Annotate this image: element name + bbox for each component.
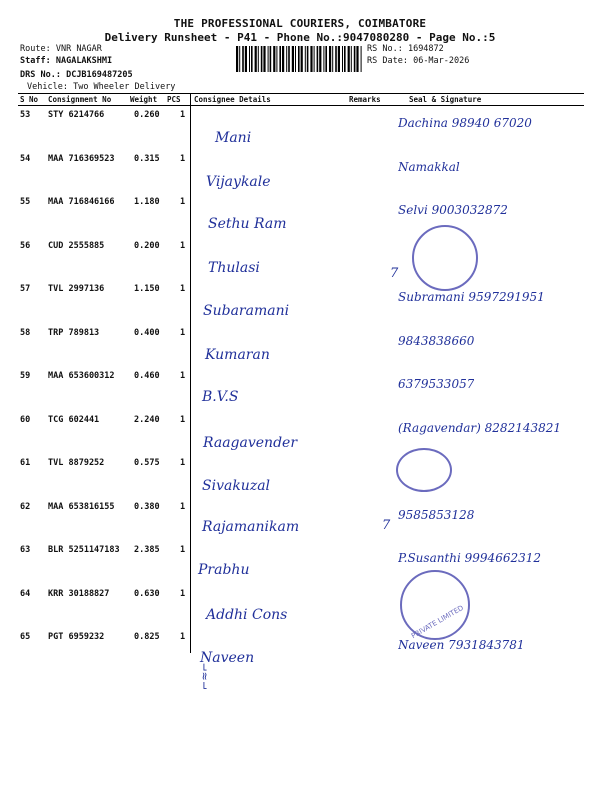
consignee-handwritten-name: B.V.S — [202, 389, 239, 405]
staff-label: Staff: — [20, 56, 51, 66]
consignee-handwritten-name: Kumaran — [205, 346, 270, 363]
drs-line — [20, 70, 133, 81]
serial-number: 58 — [20, 327, 31, 338]
weight-value: 0.315 — [134, 153, 160, 164]
consignee-handwritten-name: Raagavender — [203, 434, 298, 451]
serial-number: 56 — [20, 240, 31, 251]
rs-date-line — [367, 56, 469, 67]
rs-no-line — [367, 44, 444, 55]
table-row — [0, 197, 600, 241]
col-seal: Seal & Signature — [409, 95, 482, 104]
route-line — [20, 44, 102, 55]
seal-signature: Selvi 9003032872 — [398, 203, 508, 217]
pieces-count: 1 — [180, 458, 186, 468]
pieces-count: 1 — [180, 632, 186, 642]
consignee-handwritten-name: Subaramani — [203, 303, 290, 319]
table-row — [0, 371, 600, 415]
pieces-count: 1 — [180, 284, 186, 294]
staff-line — [20, 56, 112, 67]
serial-number: 60 — [20, 414, 31, 425]
serial-number: 54 — [20, 153, 31, 164]
consignment-number: KRR 30188827 — [48, 588, 110, 599]
rs-no-label: RS No.: — [367, 44, 403, 54]
pieces-count: 1 — [180, 240, 186, 251]
serial-number: 55 — [20, 197, 31, 207]
consignee-handwritten-name: Prabhu — [198, 562, 250, 578]
weight-value: 2.385 — [134, 545, 160, 555]
col-consignee: Consignee Details — [194, 95, 271, 104]
serial-number: 65 — [20, 632, 31, 642]
consignment-number: MAA 653600312 — [48, 371, 115, 381]
weight-value: 0.575 — [134, 458, 160, 468]
pieces-count: 1 — [180, 371, 186, 381]
table-row — [0, 284, 600, 328]
seal-stamp-1 — [412, 225, 478, 291]
consignment-number: STY 6214766 — [48, 110, 105, 120]
seal-signature: 9585853128 — [398, 507, 475, 522]
route-label: Route: — [20, 44, 51, 54]
table-row — [0, 110, 600, 154]
table-row — [0, 545, 600, 589]
company-title: THE PROFESSIONAL COURIERS, COIMBATORE — [173, 17, 427, 30]
seal-signature: Dachina 98940 67020 — [398, 116, 532, 130]
consignment-number: MAA 716369523 — [48, 153, 115, 164]
col-consignment: Consignment No — [48, 95, 112, 104]
table-row — [0, 415, 600, 459]
rs-date-value: 06-Mar-2026 — [413, 56, 470, 66]
table-row — [0, 154, 600, 198]
header-rule-top — [18, 93, 584, 94]
serial-number: 53 — [20, 110, 31, 120]
serial-number: 64 — [20, 588, 31, 599]
weight-value: 1.150 — [134, 284, 160, 294]
consignment-number: TCG 602441 — [48, 414, 100, 425]
col-sno: S No — [20, 95, 39, 104]
seal-signature: P.Susanthi 9994662312 — [398, 551, 541, 565]
pieces-count: 1 — [180, 545, 186, 555]
seal-signature: 6379533057 — [398, 377, 475, 391]
rs-no-value: 1694872 — [407, 44, 444, 54]
consignee-handwritten-name: Thulasi — [208, 259, 260, 276]
table-row — [0, 328, 600, 372]
pieces-count: 1 — [180, 110, 186, 120]
consignee-handwritten-name: Vijaykale — [206, 173, 271, 190]
drs-value: DCJB169487205 — [66, 70, 133, 80]
seal-stamp-2 — [396, 448, 452, 492]
weight-value: 0.380 — [134, 501, 160, 512]
weight-value: 0.260 — [134, 110, 160, 120]
pieces-count: 1 — [180, 153, 186, 164]
serial-number: 59 — [20, 371, 31, 381]
route-value: VNR NAGAR — [55, 44, 102, 54]
pieces-count: 1 — [180, 327, 186, 338]
runsheet-subtitle: Delivery Runsheet - P41 - Phone No.:9047080280 - Page No.:5 — [104, 31, 496, 44]
serial-number: 63 — [20, 545, 31, 555]
consignment-number: PGT 6959232 — [48, 632, 105, 642]
weight-value: 0.825 — [134, 632, 160, 642]
remark-mark-2: 7 — [382, 518, 391, 533]
consignee-handwritten-name: Sivakuzal — [202, 478, 271, 494]
col-remarks: Remarks — [349, 95, 381, 104]
weight-value: 0.200 — [134, 240, 160, 251]
consignment-number: MAA 653816155 — [48, 501, 115, 512]
seal-signature: Subramani 9597291951 — [398, 290, 545, 304]
pieces-count: 1 — [180, 501, 186, 512]
weight-value: 0.400 — [134, 327, 160, 338]
weight-value: 2.240 — [134, 414, 160, 425]
pieces-count: 1 — [180, 197, 186, 207]
serial-number: 62 — [20, 501, 31, 512]
table-row — [0, 241, 600, 285]
serial-number: 57 — [20, 284, 31, 294]
consignee-handwritten-name: Rajamanikam — [202, 518, 300, 535]
table-row — [0, 458, 600, 502]
vehicle-line — [27, 82, 175, 93]
drs-label: DRS No.: — [20, 70, 61, 80]
consignment-number: MAA 716846166 — [48, 197, 115, 207]
consignment-number: TRP 789813 — [48, 327, 100, 338]
weight-value: 0.630 — [134, 588, 160, 599]
seal-signature: Naveen 7931843781 — [398, 638, 525, 652]
vehicle-label: Vehicle: — [27, 82, 68, 92]
staff-value: NAGALAKSHMI — [55, 56, 113, 66]
consignee-handwritten-name: Naveen — [200, 650, 255, 666]
side-signature: ⌐≈⌐ — [198, 662, 211, 690]
remark-mark: 7 — [390, 266, 399, 281]
table-row — [0, 589, 600, 633]
pieces-count: 1 — [180, 414, 186, 425]
col-pcs: PCS — [167, 95, 181, 104]
consignment-number: CUD 2555885 — [48, 240, 105, 251]
seal-signature: 9843838660 — [398, 333, 475, 348]
consignment-number: BLR 5251147183 — [48, 545, 120, 555]
consignment-number: TVL 8879252 — [48, 458, 105, 468]
consignment-number: TVL 2997136 — [48, 284, 105, 294]
vehicle-value: Two Wheeler Delivery — [73, 82, 176, 92]
weight-value: 1.180 — [134, 197, 160, 207]
col-weight: Weight — [130, 95, 158, 104]
consignee-handwritten-name: Addhi Cons — [206, 606, 288, 623]
header-rule-bottom — [18, 105, 584, 106]
barcode-image — [236, 46, 364, 72]
serial-number: 61 — [20, 458, 31, 468]
consignee-handwritten-name: Mani — [215, 130, 252, 146]
consignee-handwritten-name: Sethu Ram — [208, 216, 287, 232]
table-row — [0, 632, 600, 676]
seal-signature: Namakkal — [398, 159, 460, 174]
rs-date-label: RS Date: — [367, 56, 408, 66]
stamp-text: PRIVATE LIMITED — [409, 603, 465, 641]
seal-signature: (Ragavendar) 8282143821 — [398, 420, 562, 435]
table-row — [0, 502, 600, 546]
seal-stamp-3 — [400, 570, 470, 640]
weight-value: 0.460 — [134, 371, 160, 381]
pieces-count: 1 — [180, 588, 186, 599]
